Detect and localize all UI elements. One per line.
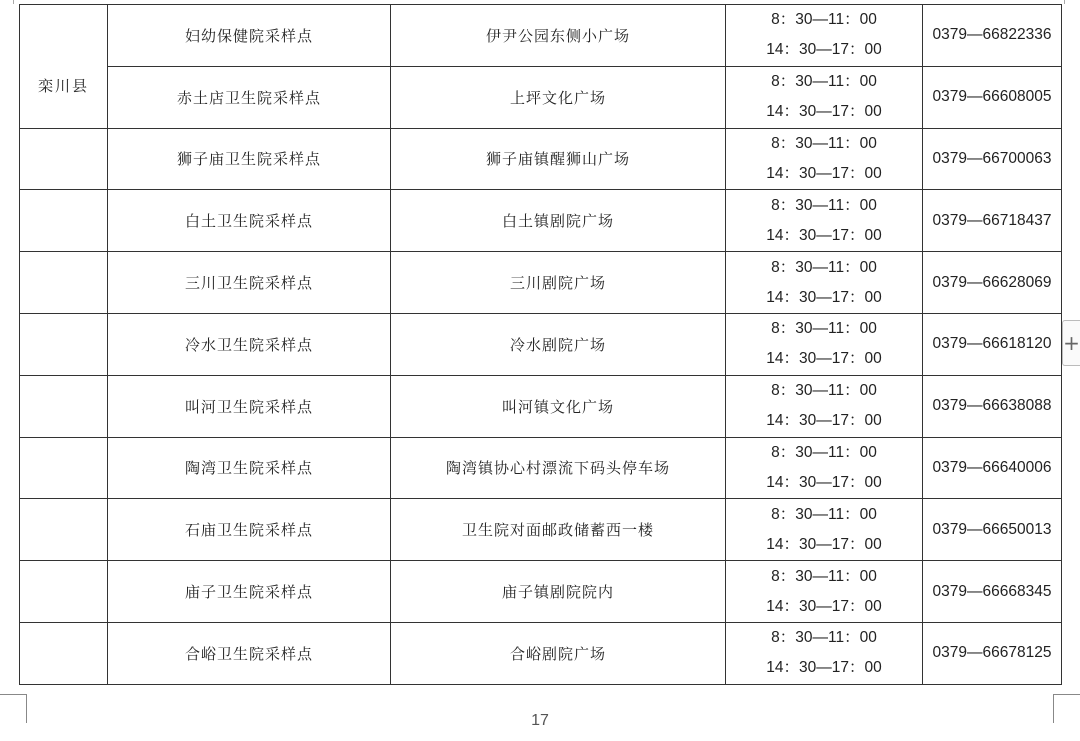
- hours-cell: [726, 190, 923, 252]
- hours-morning: 8：30—11：00: [771, 443, 877, 461]
- county-cell-empty: [20, 561, 108, 623]
- county-cell-empty: [20, 252, 108, 314]
- county-cell-empty: [20, 375, 108, 437]
- phone-cell: 0379—66608005: [923, 66, 1062, 128]
- hours-cell: [726, 561, 923, 623]
- table-row: [20, 622, 1062, 684]
- county-cell-empty: [20, 437, 108, 499]
- address-cell: 庙子镇剧院院内: [391, 561, 726, 623]
- hours-cell: [726, 252, 923, 314]
- hours-afternoon: 14：30—17：00: [766, 103, 882, 121]
- phone-cell: 0379—66618120: [923, 313, 1062, 375]
- hours-morning: 8：30—11：00: [771, 505, 877, 523]
- margin-mark-top-left: [13, 0, 14, 4]
- hours-afternoon: 14：30—17：00: [766, 535, 882, 553]
- hours-cell: [726, 66, 923, 128]
- table-row: [20, 190, 1062, 252]
- hours-cell: [726, 128, 923, 190]
- hours-morning: 8：30—11：00: [771, 134, 877, 152]
- hours-morning: 8：30—11：00: [771, 382, 877, 400]
- plus-icon[interactable]: +: [1062, 320, 1080, 366]
- site-name-cell: 叫河卫生院采样点: [108, 375, 391, 437]
- site-name-cell: 三川卫生院采样点: [108, 252, 391, 314]
- address-cell: 伊尹公园东侧小广场: [391, 5, 726, 67]
- table-row: [20, 252, 1062, 314]
- county-cell-empty: [20, 499, 108, 561]
- hours-morning: 8：30—11：00: [771, 320, 877, 338]
- hours-afternoon: 14：30—17：00: [766, 41, 882, 59]
- table-row: [20, 561, 1062, 623]
- table-row: [20, 66, 1062, 128]
- phone-cell: 0379—66628069: [923, 252, 1062, 314]
- county-cell-empty: [20, 128, 108, 190]
- phone-cell: 0379—66700063: [923, 128, 1062, 190]
- hours-afternoon: 14：30—17：00: [766, 288, 882, 306]
- hours-afternoon: 14：30—17：00: [766, 597, 882, 615]
- address-cell: 合峪剧院广场: [391, 622, 726, 684]
- hours-afternoon: 14：30—17：00: [766, 350, 882, 368]
- address-cell: 冷水剧院广场: [391, 313, 726, 375]
- hours-morning: 8：30—11：00: [771, 11, 877, 29]
- county-cell-empty: [20, 622, 108, 684]
- site-name-cell: 冷水卫生院采样点: [108, 313, 391, 375]
- phone-cell: 0379—66822336: [923, 5, 1062, 67]
- phone-cell: 0379—66678125: [923, 622, 1062, 684]
- hours-cell: [726, 313, 923, 375]
- address-cell: 叫河镇文化广场: [391, 375, 726, 437]
- hours-morning: 8：30—11：00: [771, 567, 877, 585]
- table-row: [20, 128, 1062, 190]
- site-name-cell: 妇幼保健院采样点: [108, 5, 391, 67]
- sampling-sites-table: [19, 4, 1062, 685]
- hours-afternoon: 14：30—17：00: [766, 226, 882, 244]
- address-cell: 卫生院对面邮政储蓄西一楼: [391, 499, 726, 561]
- table-row: [20, 313, 1062, 375]
- site-name-cell: 赤土店卫生院采样点: [108, 66, 391, 128]
- table-row: [20, 499, 1062, 561]
- hours-afternoon: 14：30—17：00: [766, 659, 882, 677]
- hours-cell: [726, 437, 923, 499]
- hours-afternoon: 14：30—17：00: [766, 164, 882, 182]
- address-cell: 上坪文化广场: [391, 66, 726, 128]
- county-cell-empty: [20, 313, 108, 375]
- hours-afternoon: 14：30—17：00: [766, 473, 882, 491]
- hours-morning: 8：30—11：00: [771, 258, 877, 276]
- table-row: [20, 5, 1062, 67]
- address-cell: 陶湾镇协心村漂流下码头停车场: [391, 437, 726, 499]
- site-name-cell: 狮子庙卫生院采样点: [108, 128, 391, 190]
- phone-cell: 0379—66640006: [923, 437, 1062, 499]
- site-name-cell: 白土卫生院采样点: [108, 190, 391, 252]
- phone-cell: 0379—66718437: [923, 190, 1062, 252]
- phone-cell: 0379—66650013: [923, 499, 1062, 561]
- phone-cell: 0379—66668345: [923, 561, 1062, 623]
- site-name-cell: 陶湾卫生院采样点: [108, 437, 391, 499]
- hours-cell: [726, 5, 923, 67]
- page-number: 17: [531, 712, 549, 729]
- phone-cell: 0379—66638088: [923, 375, 1062, 437]
- hours-cell: [726, 499, 923, 561]
- margin-mark-top-right: [1064, 0, 1065, 4]
- county-cell: 栾川县: [20, 5, 108, 129]
- address-cell: 三川剧院广场: [391, 252, 726, 314]
- hours-morning: 8：30—11：00: [771, 196, 877, 214]
- hours-cell: [726, 375, 923, 437]
- table-body: [20, 5, 1062, 685]
- hours-cell: [726, 622, 923, 684]
- table-row: [20, 375, 1062, 437]
- site-name-cell: 合峪卫生院采样点: [108, 622, 391, 684]
- site-name-cell: 庙子卫生院采样点: [108, 561, 391, 623]
- hours-morning: 8：30—11：00: [771, 73, 877, 91]
- hours-afternoon: 14：30—17：00: [766, 412, 882, 430]
- site-name-cell: 石庙卫生院采样点: [108, 499, 391, 561]
- address-cell: 白土镇剧院广场: [391, 190, 726, 252]
- hours-morning: 8：30—11：00: [771, 629, 877, 647]
- county-cell-empty: [20, 190, 108, 252]
- address-cell: 狮子庙镇醒狮山广场: [391, 128, 726, 190]
- table-row: [20, 437, 1062, 499]
